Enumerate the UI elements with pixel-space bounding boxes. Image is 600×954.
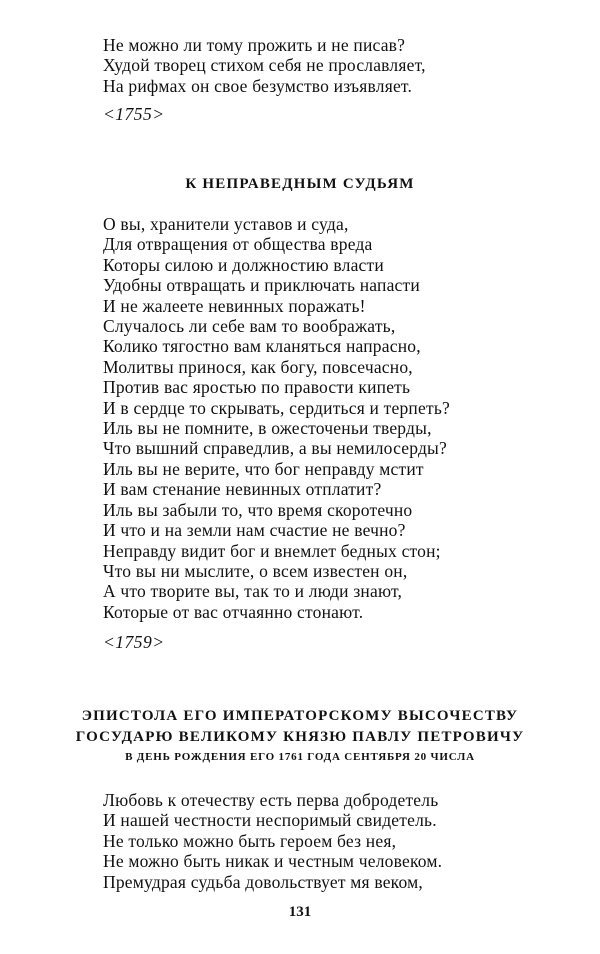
verse-line: Премудрая судьба довольствует мя веком, (103, 871, 423, 892)
verse-line: Иль вы не помните, в ожесточеньи тверды, (103, 418, 432, 439)
verse-line: И нашей честности неспоримый свидетель. (103, 810, 437, 831)
poem-2-stanza (103, 214, 450, 622)
poem-2-title: К НЕПРАВЕДНЫМ СУДЬЯМ (185, 176, 415, 192)
verse-line: О вы, хранители уставов и суда, (103, 214, 349, 234)
verse-line: Что вышний справедлив, а вы немилосерды? (103, 438, 447, 459)
verse-line: Которые от вас отчаянно стонают. (103, 601, 364, 622)
verse-line: Иль вы забыли то, что время скоротечно (103, 499, 413, 520)
poem-1-date: <1755> (103, 104, 165, 124)
page-number: 131 (288, 904, 312, 920)
verse-line: Худой творец стихом себя не прославляет, (103, 55, 426, 76)
verse-line: Иль вы не верите, что бог неправду мстит (103, 458, 424, 479)
verse-line: Против вас яростью по правости кипеть (103, 377, 411, 398)
verse-line: Молитвы принося, как богу, повсечасно, (103, 356, 413, 377)
poem-1-stanza (103, 35, 426, 96)
verse-line: Не можно ли тому прожить и не писав? (103, 35, 406, 55)
poem-3-stanza (103, 790, 442, 892)
verse-line: Случалось ли себе вам то воображать, (103, 316, 396, 337)
verse-line: И что и на земли нам счастие не вечно? (103, 520, 406, 541)
verse-line: Колико тягостно вам кланяться напрасно, (103, 336, 421, 357)
poem-3-title-line-1: ЭПИСТОЛА ЕГО ИМПЕРАТОРСКОМУ ВЫСОЧЕСТВУ (81, 708, 519, 724)
verse-line: Что вы ни мыслите, о всем известен он, (103, 560, 408, 581)
verse-line: Удобны отвращать и приключать напасти (103, 275, 420, 296)
verse-line: И в сердце то скрывать, сердиться и терпеть? (103, 397, 450, 418)
verse-line: А что творите вы, так то и люди знают, (103, 581, 403, 602)
verse-line: И не жалеете невинных поражать! (103, 295, 366, 316)
poem-3-subtitle: В ДЕНЬ РОЖДЕНИЯ ЕГО 1761 ГОДА СЕНТЯБРЯ 20 ЧИСЛА (125, 751, 475, 763)
verse-line: На рифмах он свое безумство изъявляет. (103, 75, 413, 96)
verse-line: Не можно быть никак и честным человеком. (103, 851, 443, 872)
verse-line: Неправду видит бог и внемлет бедных стон; (103, 540, 441, 561)
verse-line: И вам стенание невинных отплатит? (103, 479, 382, 500)
poem-2-date: <1759> (103, 632, 165, 652)
verse-line: Любовь к отечеству есть перва добродетель (103, 790, 439, 810)
poem-3-title-line-2: ГОСУДАРЮ ВЕЛИКОМУ КНЯЗЮ ПАВЛУ ПЕТРОВИЧУ (75, 729, 525, 745)
verse-line: Для отвращения от общества вреда (103, 234, 373, 255)
verse-line: Не только можно быть героем без нея, (103, 830, 397, 851)
verse-line: Которы силою и должностию власти (103, 254, 384, 275)
